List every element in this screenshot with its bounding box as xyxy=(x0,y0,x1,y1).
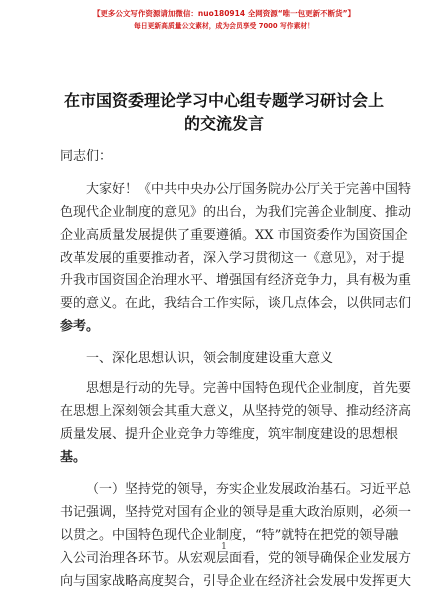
page-number: 1 xyxy=(221,542,227,552)
paragraph-2-line: 质量发展、提升企业竞争力等维度，筑牢制度建设的思想根 xyxy=(60,427,399,442)
paragraph-3-line: 向与国家战略高度契合，引导企业在经济社会发展中发挥更大 xyxy=(60,574,412,589)
promo-banner-line-1: 【更多公文写作资源请加微信：nuo180914 全网资源“唯一包更新不断货”】 xyxy=(92,9,356,18)
paragraph-1-line: 企业高质量发展提供了重要遵循。XX 市国资委作为国资国企 xyxy=(60,228,408,243)
paragraph-1-line: 升我市国资国企治理水平、增强国有经济竞争力，具有极为重 xyxy=(60,273,412,288)
paragraph-2-line: 基。 xyxy=(60,450,87,465)
paragraph-2-line: 思想是行动的先导。完善中国特色现代企业制度，首先要 xyxy=(86,381,412,396)
paragraph-3-line: 书记强调，坚持党对国有企业的领导是重大政治原则，必须一 xyxy=(60,505,412,520)
paragraph-1-line: 大家好！《中共中央办公厅国务院办公厅关于完善中国特 xyxy=(86,182,412,197)
paragraph-3-line: （一）坚持党的领导，夯实企业发展政治基石。习近平总 xyxy=(86,482,412,497)
paragraph-3-line: 入公司治理各环节。从宏观层面看，党的领导确保企业发展方 xyxy=(60,551,412,566)
salutation: 同志们： xyxy=(60,149,113,164)
section-heading-1: 一、深化思想认识，领会制度建设重大意义 xyxy=(86,351,334,366)
paragraph-1-line: 改革发展的重要推动者，深入学习贯彻这一《意见》，对于提 xyxy=(60,251,405,266)
paragraph-1-line: 要的意义。在此，我结合工作实际，谈几点体会，以供同志们 xyxy=(60,296,412,311)
document-title-line-1: 在市国资委理论学习中心组专题学习研讨会上 xyxy=(63,91,384,110)
paragraph-2-line: 在思想上深刻领会其重大意义，从坚持党的领导、推动经济高 xyxy=(60,404,412,419)
paragraph-3-line: 以贯之。中国特色现代企业制度，“特”就特在把党的领导融 xyxy=(60,528,399,543)
document-title-line-2: 的交流发言 xyxy=(183,114,264,133)
paragraph-1-line: 参考。 xyxy=(60,319,100,334)
promo-banner-line-2: 每日更新高质量公文素材，成为会员享受 7000 写作素材！ xyxy=(134,22,314,30)
paragraph-1-line: 色现代企业制度的意见》的出台，为我们完善企业制度、推动 xyxy=(60,205,412,220)
